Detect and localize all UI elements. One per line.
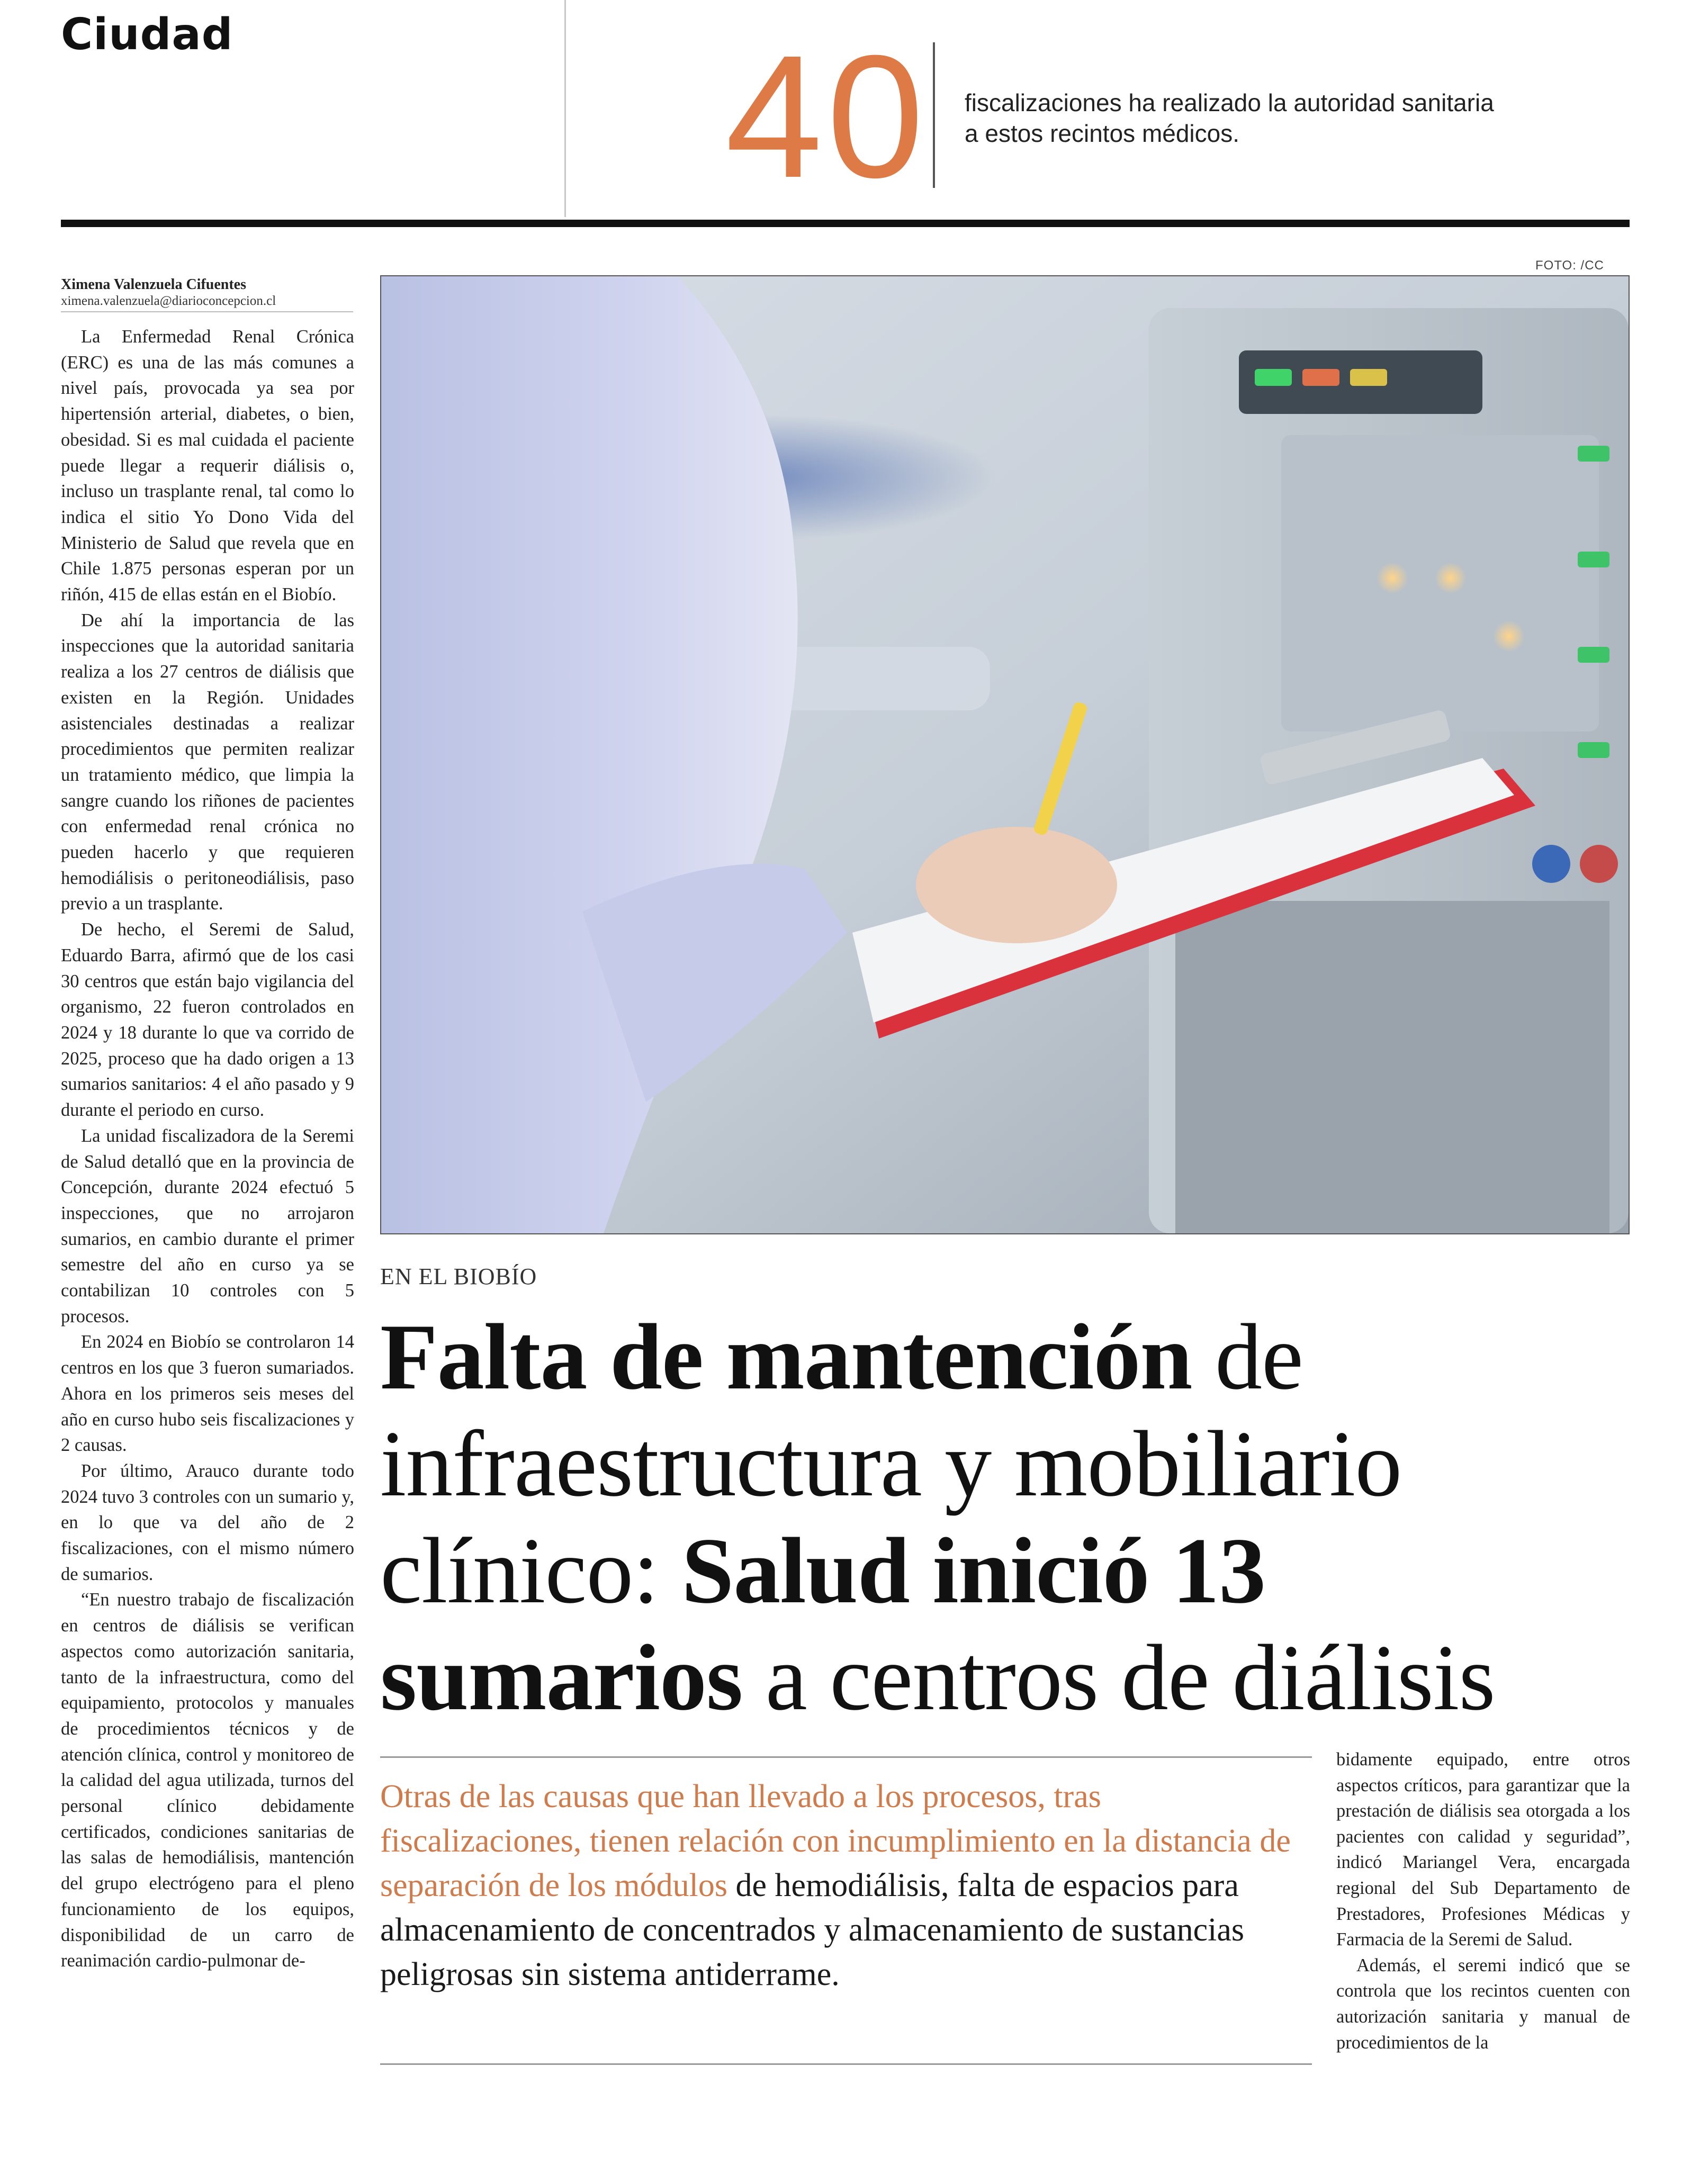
headline-bold-1: Falta de mantención <box>380 1304 1192 1409</box>
header-divider <box>564 0 566 217</box>
byline-email[interactable]: ximena.valenzuela@diarioconcepcion.cl <box>61 294 276 308</box>
byline-author: Ximena Valenzuela Cifuentes <box>61 276 246 293</box>
deck-rule-top <box>380 1756 1312 1758</box>
headline-text-4: a centros de diálisis <box>742 1625 1495 1730</box>
deck-highlight: Otras de las causas que han llevado a los procesos, tras fiscalizaciones, tienen relación con incumplimiento en la distancia de separación de los módulos <box>380 1779 1291 1903</box>
stat-caption: fiscalizaciones ha realizado la autoridad sanitaria a estos recintos médicos. <box>965 89 1494 147</box>
deck-rule-bottom <box>380 2063 1312 2065</box>
stat-number: 40 <box>725 19 929 214</box>
body-paragraph: En 2024 en Biobío se controlaron 14 centros en los que 3 fueron sumariados. Ahora en los primeros seis meses del año en curso hubo seis fiscalizaciones y 2 causas. <box>61 1332 354 1456</box>
body-paragraph: “En nuestro trabajo de fiscalización en centros de diálisis se verifican aspectos como autorización sanitaria, tanto de la infraestructura, como del equipamiento, protocolos y manuales de procedimientos técnicos y de atención clínica, control y monitoreo de la calidad del agua utilizada, turnos del personal clínico debidamente certificados, condiciones sanitarias de las salas de hemodiálisis, mantención del grupo electrógeno para el pleno funcionamiento de los equipos, disponibilidad de un carro de reanimación cardio-pulmonar de- <box>61 1590 354 1971</box>
header-rule <box>61 220 1630 227</box>
body-paragraph: De hecho, el Seremi de Salud, Eduardo Barra, afirmó que de los casi 30 centros que están bajo vigilancia del organismo, 22 fueron controlados en 2024 y 18 durante lo que va corrido de 2025, proceso que ha dado origen a 13 sumarios sanitarios: 4 el año pasado y 9 durante el periodo en curso. <box>61 919 354 1121</box>
article-headline <box>380 1303 1645 1731</box>
article-photo <box>380 275 1630 1234</box>
stat-divider <box>933 42 935 188</box>
headline-text-2: de infraestructura y mobiliario clínico: <box>380 1304 1402 1623</box>
article-kicker: EN EL BIOBÍO <box>380 1264 537 1289</box>
headline-bold-3: Salud inició 13 sumarios <box>380 1518 1266 1730</box>
photo-credit: FOTO: /CC <box>1535 258 1604 273</box>
deck-rest: de hemodiálisis, falta de espacios para almacenamiento de concentrados y almacenamiento de sustancias peligrosas sin sistema antiderrame. <box>380 1867 1244 1992</box>
article-deck <box>380 1774 1291 1997</box>
body-paragraph: La Enfermedad Renal Crónica (ERC) es una de las más comunes a nivel país, provocada ya sea por hipertensión arterial, diabetes, o bien, obesidad. Si es mal cuidada el paciente puede llegar a requerir diálisis o, incluso un trasplante renal, tal como lo indica el sitio Yo Dono Vida del Ministerio de Salud que revela que en Chile 1.875 personas esperan por un riñón, 415 de ellas están en el Biobío. <box>61 327 354 605</box>
body-paragraph: La unidad fiscalizadora de la Seremi de Salud detalló que en la provincia de Concepción, durante 2024 efectuó 5 inspecciones, que no arrojaron sumarios, en cambio durante el primer semestre del año en curso ya se contabilizan 10 controles con 5 procesos. <box>61 1125 354 1326</box>
body-paragraph: Por último, Arauco durante todo 2024 tuvo 3 controles con un sumario y, en lo que va del año de 2 fiscalizaciones, con el mismo número de sumarios. <box>61 1460 354 1584</box>
byline-rule <box>61 311 353 312</box>
photo-hand <box>916 827 1117 943</box>
body-column-left <box>61 324 354 2145</box>
section-title: Ciudad <box>61 10 233 60</box>
body-paragraph: bidamente equipado, entre otros aspectos críticos, para garantizar que la prestación de diálisis sea otorgada a los pacientes con calidad y seguridad”, indicó Mariangel Vera, encargada regional del Sub Departamento de Prestadores, Profesiones Médicas y Farmacia de la Seremi de Salud. <box>1336 1749 1630 1950</box>
body-paragraph: De ahí la importancia de las inspecciones que la autoridad sanitaria realiza a los 27 centros de diálisis que existen en la Región. Unidades asistenciales destinadas a realizar procedimientos que permiten realizar un tratamiento médico, que limpia la sangre cuando los riñones de pacientes con enfermedad renal crónica no pueden hacerlo y que requieren hemodiálisis o peritoneodiálisis, paso previo a un trasplante. <box>61 610 354 914</box>
body-paragraph: Además, el seremi indicó que se controla que los recintos cuenten con autorización sanitaria y manual de procedimientos de la <box>1336 1955 1630 2053</box>
body-column-right <box>1336 1747 1630 2170</box>
